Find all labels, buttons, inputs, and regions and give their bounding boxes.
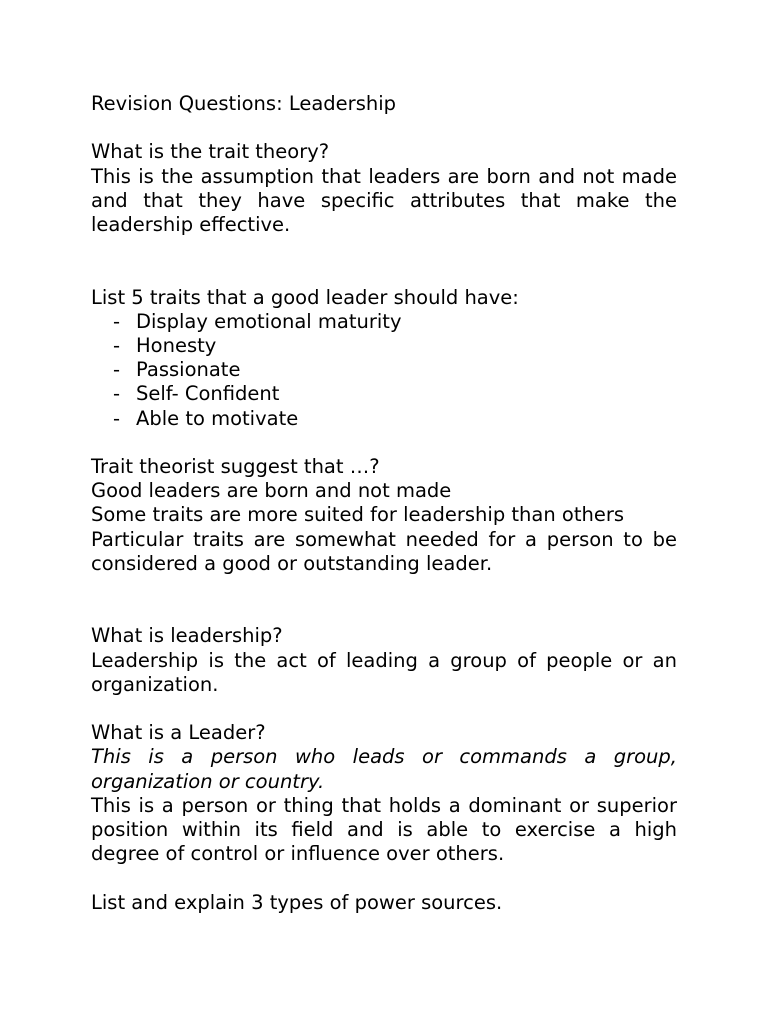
bullet-dash: - <box>113 382 121 406</box>
spacer <box>91 237 677 285</box>
spacer <box>91 431 677 455</box>
answer-leader-italic: This is a person who leads or commands a group, organization or country. <box>91 745 677 793</box>
bullet-dash: - <box>113 334 121 357</box>
list-item <box>91 358 677 382</box>
question-leader: What is a Leader? <box>91 721 266 745</box>
bullet-dash: - <box>113 358 121 382</box>
answer-paragraph: Particular traits are somewhat needed for a person to be considered a good or outstanding leader. <box>91 527 677 575</box>
question-five-traits: List 5 traits that a good leader should have: <box>91 285 519 309</box>
answer-line: Good leaders are born and not made <box>91 479 452 503</box>
spacer <box>91 866 677 890</box>
list-item-text: Self- Confident <box>136 382 280 406</box>
answer-leadership: Leadership is the act of leading a group of people or an organization. <box>91 648 677 696</box>
bullet-dash: - <box>113 406 121 430</box>
list-item <box>91 382 677 406</box>
spacer <box>91 576 677 624</box>
question-trait-theorist: Trait theorist suggest that …? <box>91 455 380 478</box>
answer-leader: This is a person or thing that holds a dominant or superior position within its field and is able to exercise a high degree of control or influence over others. <box>91 793 677 866</box>
document-title: Revision Questions: Leadership <box>91 92 397 115</box>
list-item <box>91 310 677 334</box>
list-item-text: Passionate <box>136 358 241 382</box>
question-trait-theory: What is the trait theory? <box>91 140 330 164</box>
list-item-text: Display emotional maturity <box>136 309 402 333</box>
answer-trait-theory: This is the assumption that leaders are born and not made and that they have specific attributes that make the leadership effective. <box>91 164 677 236</box>
bullet-dash: - <box>113 309 121 333</box>
list-item-text: Honesty <box>136 334 217 357</box>
spacer <box>91 116 677 140</box>
document-page <box>91 92 677 915</box>
question-power-sources: List and explain 3 types of power sources. <box>91 890 503 914</box>
question-leadership: What is leadership? <box>91 624 283 648</box>
spacer <box>91 697 677 721</box>
traits-list <box>91 310 677 431</box>
list-item-text: Able to motivate <box>136 406 299 430</box>
list-item <box>91 334 677 358</box>
list-item <box>91 407 677 431</box>
answer-line: Some traits are more suited for leadership than others <box>91 503 625 527</box>
